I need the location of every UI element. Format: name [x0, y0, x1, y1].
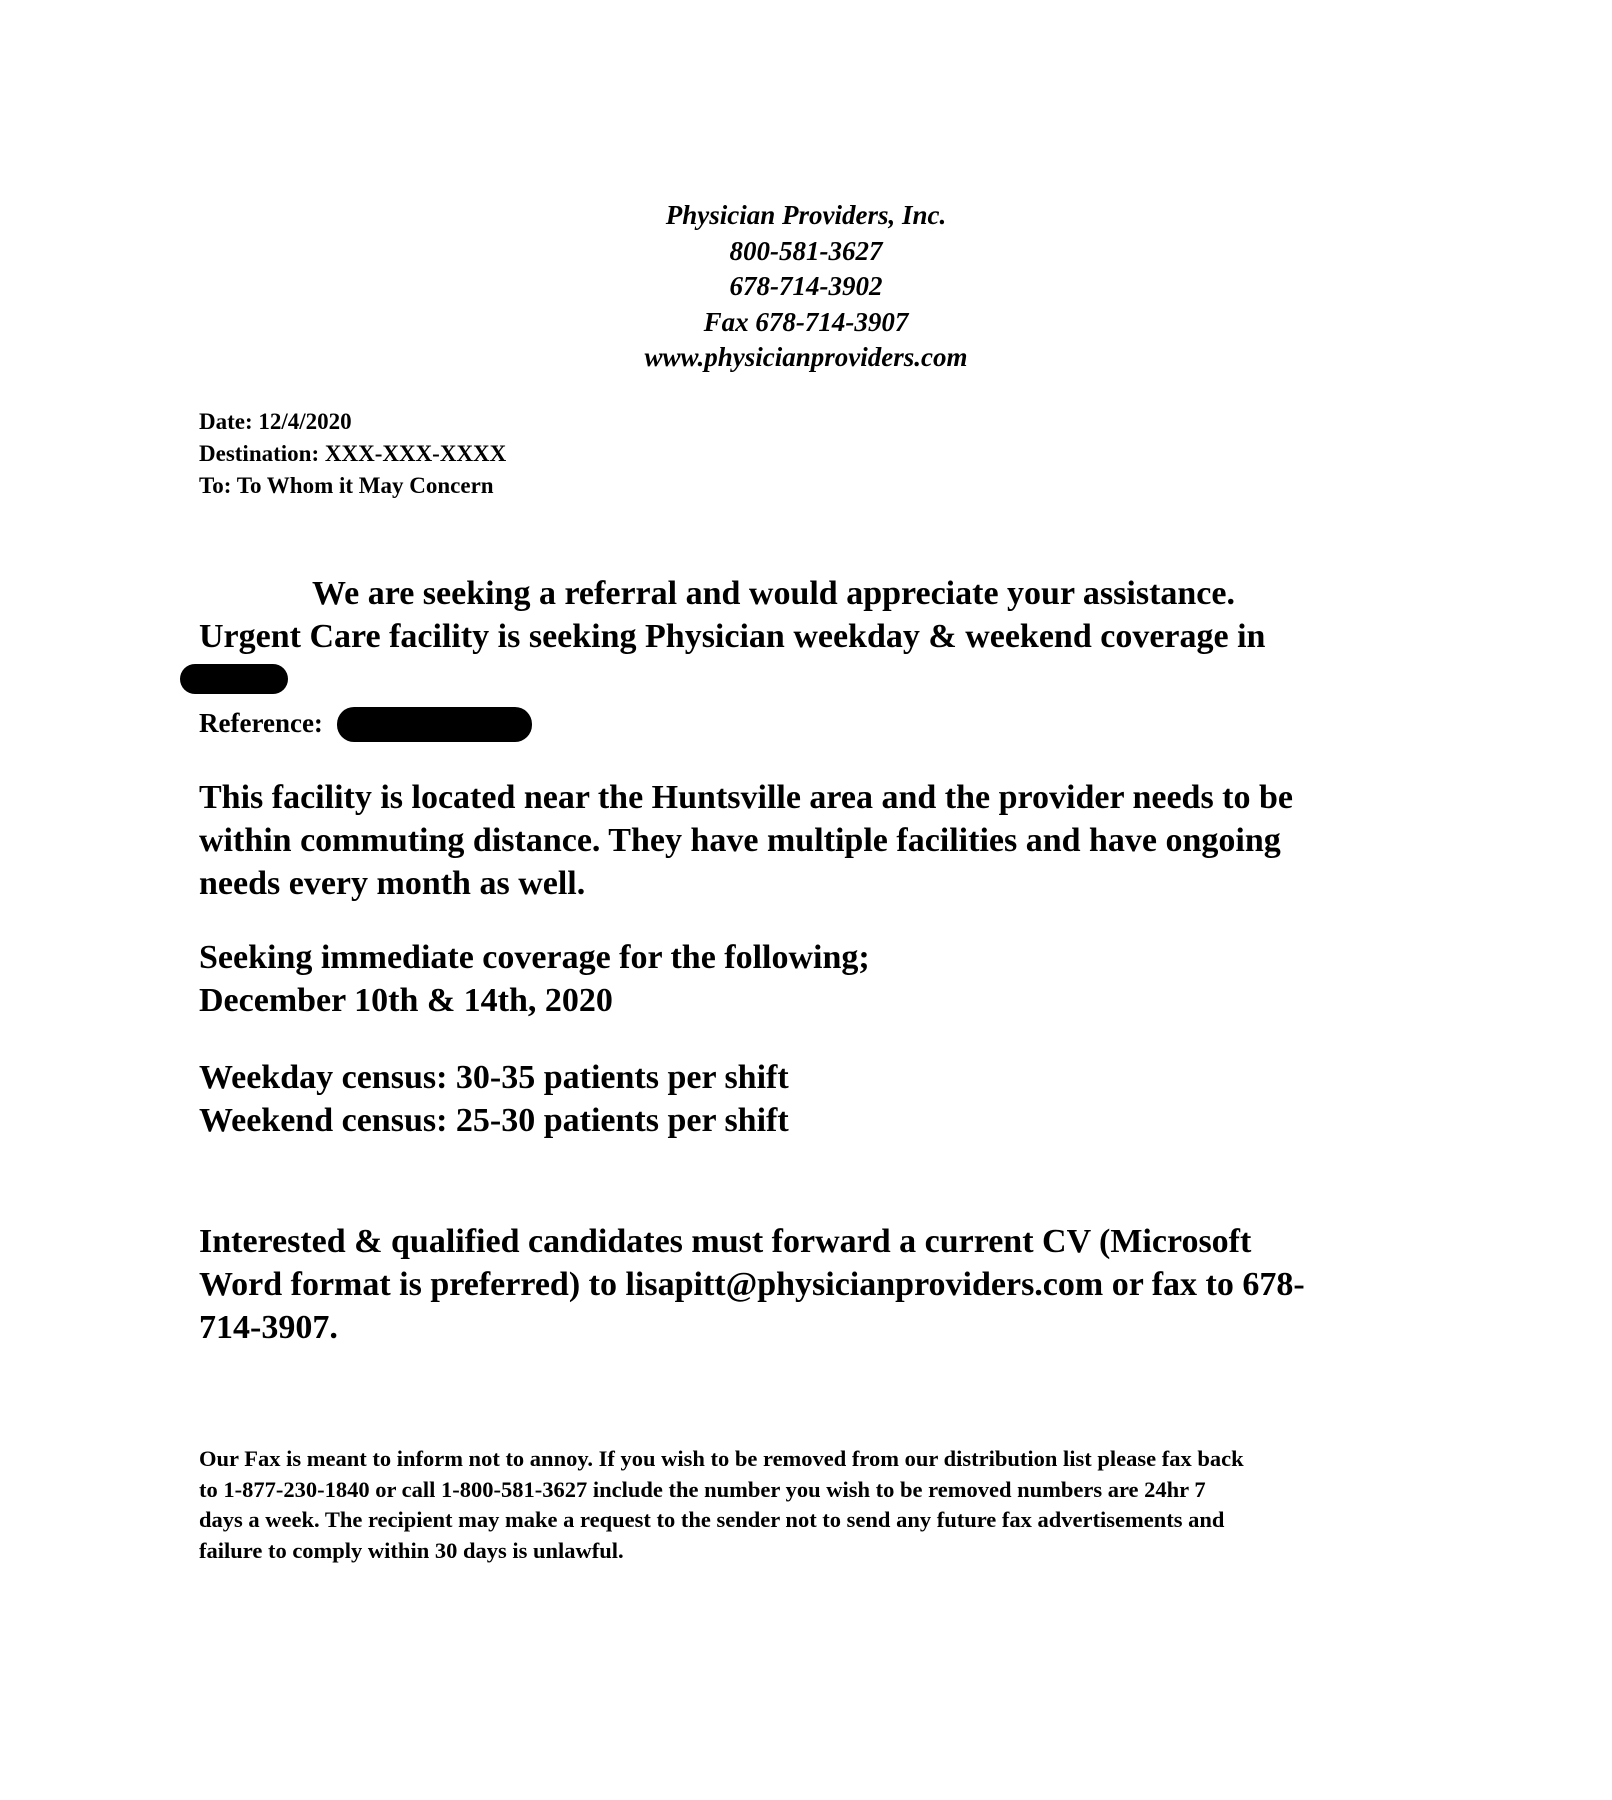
location-line: within commuting distance. They have multiple facilities and have ongoing [199, 822, 1281, 859]
recipient-field: To: To Whom it May Concern [199, 473, 494, 498]
intro-line-2: Urgent Care facility is seeking Physician weekday & weekend coverage in [199, 618, 1266, 655]
weekday-census: Weekday census: 30-35 patients per shift [199, 1059, 789, 1096]
location-line: needs every month as well. [199, 865, 586, 902]
letterhead [0, 198, 1612, 376]
fax-header-fields [199, 406, 506, 502]
date-field: Date: 12/4/2020 [199, 409, 352, 434]
cv-instructions-paragraph [199, 1220, 1419, 1349]
redacted-location-mark [180, 664, 288, 694]
disclaimer-line: failure to comply within 30 days is unlawful. [199, 1537, 624, 1563]
cv-line: Word format is preferred) to lisapitt@physicianproviders.com or fax to 678- [199, 1266, 1305, 1303]
census-paragraph [199, 1056, 1419, 1142]
company-name: Physician Providers, Inc. [665, 200, 947, 230]
coverage-line: Seeking immediate coverage for the following; [199, 939, 870, 976]
coverage-dates: December 10th & 14th, 2020 [199, 982, 613, 1019]
company-phone-1: 800-581-3627 [729, 235, 883, 266]
location-line: This facility is located near the Huntsville area and the provider needs to be [199, 779, 1293, 816]
location-paragraph [199, 776, 1419, 905]
reference-label: Reference: [199, 708, 323, 738]
destination-field: Destination: XXX-XXX-XXXX [199, 441, 507, 466]
weekend-census: Weekend census: 25-30 patients per shift [199, 1102, 789, 1139]
intro-line-1: We are seeking a referral and would appreciate your assistance. [312, 575, 1235, 612]
company-phone-2: 678-714-3902 [729, 271, 883, 301]
cv-line: 714-3907. [199, 1309, 338, 1346]
cv-line: Interested & qualified candidates must forward a current CV (Microsoft [199, 1223, 1252, 1260]
disclaimer-line: Our Fax is meant to inform not to annoy. If you wish to be removed from our distribution list please fax back [199, 1446, 1244, 1471]
coverage-dates-paragraph [199, 936, 1419, 1022]
disclaimer-line: to 1-877-230-1840 or call 1-800-581-3627 include the number you wish to be removed numbers are 24hr 7 [199, 1476, 1206, 1502]
company-fax: Fax 678-714-3907 [703, 306, 909, 337]
opt-out-disclaimer [199, 1444, 1421, 1566]
disclaimer-line: days a week. The recipient may make a request to the sender not to send any future fax advertisements and [199, 1507, 1225, 1532]
redacted-reference-mark [337, 707, 532, 742]
company-website: www.physicianproviders.com [644, 342, 968, 372]
